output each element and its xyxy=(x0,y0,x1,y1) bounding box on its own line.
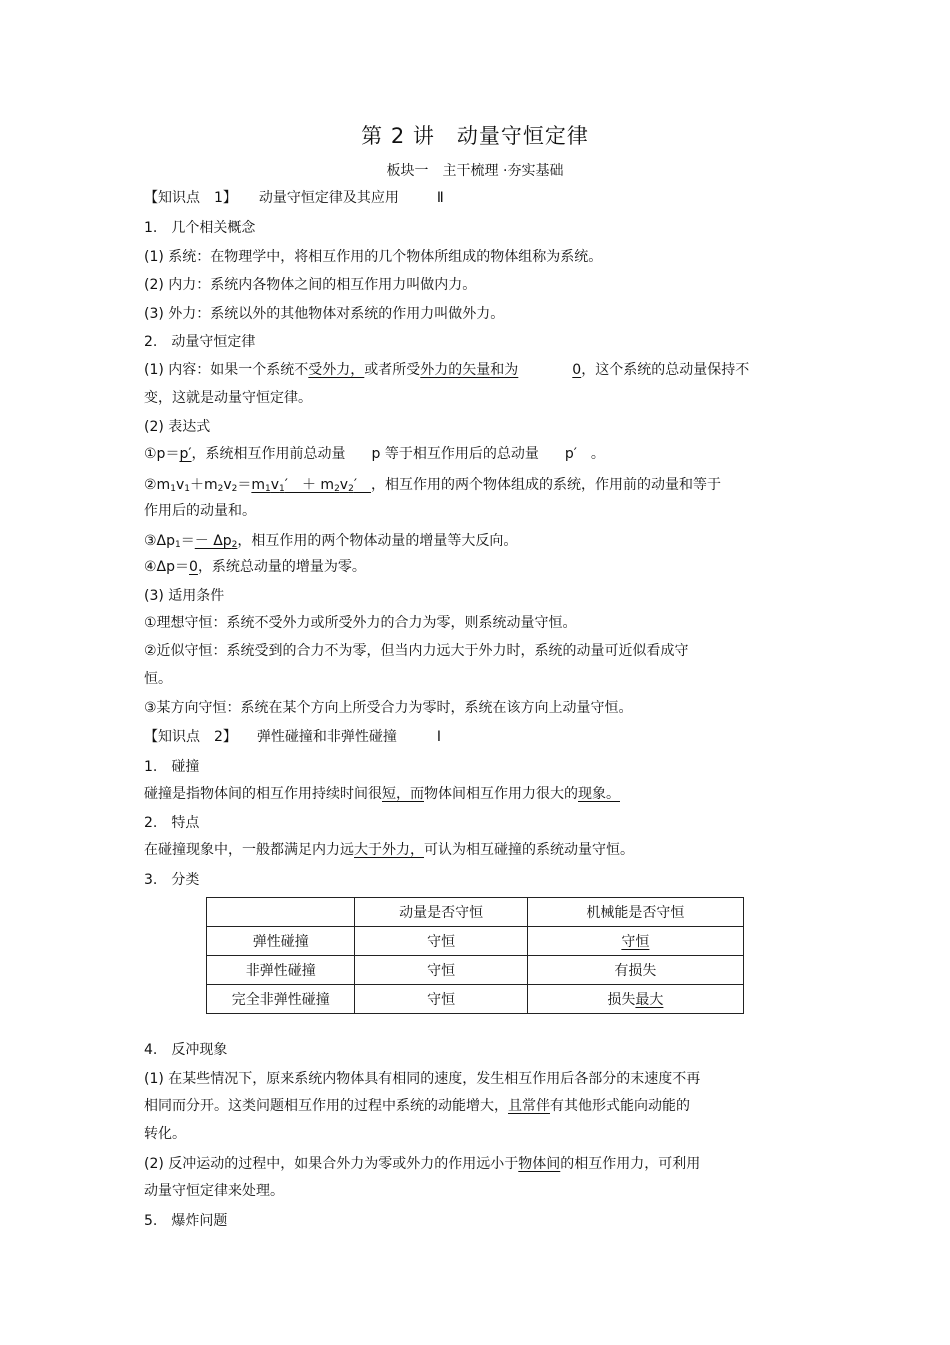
table-header-cell xyxy=(207,898,355,927)
fill-blank: 物体间 xyxy=(518,1156,561,1172)
recoil-p1-line-3: 转化。 xyxy=(144,1126,186,1142)
knowledge-point-1 xyxy=(144,189,444,207)
table-header-row xyxy=(207,898,744,927)
subscript: 1 xyxy=(170,484,176,494)
expr-fill-text: v xyxy=(339,477,349,493)
table-cell: 守恒 xyxy=(355,956,527,985)
expression-1 xyxy=(144,445,605,463)
expr-text: v xyxy=(223,477,232,493)
subscript: 2 xyxy=(231,484,238,494)
expr-text: ①p＝ xyxy=(144,446,180,462)
expression-4 xyxy=(144,558,366,576)
expr-fill-text: － Δp xyxy=(194,533,232,549)
table-cell: 守恒 xyxy=(355,927,527,956)
subscript: 1 xyxy=(279,484,285,494)
expr-text: ＝ xyxy=(180,533,195,549)
expr-text: p′ 。 xyxy=(564,446,605,462)
table-cell: 守恒 xyxy=(355,985,527,1014)
fill-blank: 最大 xyxy=(635,992,664,1008)
fill-blank: 且常伴 xyxy=(508,1098,550,1114)
law-fill-2: 外力的矢量和为 xyxy=(420,362,519,378)
body-text: 的相互作用力，可利用 xyxy=(560,1156,701,1172)
heading-concepts: 1. 几个相关概念 xyxy=(144,220,256,236)
law-content-line-1 xyxy=(144,361,749,379)
table-header-cell: 动量是否守恒 xyxy=(355,898,527,927)
expr-text: ③Δp xyxy=(144,533,176,549)
body-text: (2) 反冲运动的过程中，如果合外力为零或外力的作用远小于 xyxy=(144,1156,519,1172)
kp2-tag: 【知识点 2】 xyxy=(144,729,237,745)
body-text: 在碰撞现象中，一般都满足内力远 xyxy=(144,842,354,858)
page-title: 第 2 讲 动量守恒定律 xyxy=(361,124,589,148)
collision-classification-table xyxy=(206,897,744,1014)
kp1-level: Ⅱ xyxy=(436,190,444,206)
subscript: 2 xyxy=(348,484,354,494)
subscript: 2 xyxy=(231,540,238,550)
body-text: 物体间相互作用力很大的 xyxy=(424,786,578,802)
kp2-name: 弹性碰撞和非弹性碰撞 xyxy=(256,729,397,745)
expression-2-line-2: 作用后的动量和。 xyxy=(144,503,256,519)
fill-blank: 短，而 xyxy=(382,786,424,802)
body-text: 碰撞是指物体间的相互作用持续时间很 xyxy=(144,786,382,802)
expr-fill-text: ′ xyxy=(353,477,372,493)
subscript: 2 xyxy=(217,484,224,494)
law-text: (1) 内容：如果一个系统不 xyxy=(144,362,309,378)
expression-2-line-1 xyxy=(144,476,721,494)
table-cell xyxy=(527,927,743,956)
heading-features: 2. 特点 xyxy=(144,815,200,831)
section-subtitle: 板块一 主干梳理 ·夯实基础 xyxy=(386,163,564,179)
heading-conservation-law: 2. 动量守恒定律 xyxy=(144,334,256,350)
fill-blank: 大于外力， xyxy=(354,842,424,858)
table-header-cell: 机械能是否守恒 xyxy=(527,898,743,927)
law-text: ，这个系统的总动量保持不 xyxy=(581,362,750,378)
table-cell: 非弹性碰撞 xyxy=(207,956,355,985)
recoil-p1-line-1: (1) 在某些情况下，原来系统内物体具有相同的速度，发生相互作用后各部分的末速度不再 xyxy=(144,1071,701,1087)
collision-definition xyxy=(144,785,620,803)
heading-explosion: 5. 爆炸问题 xyxy=(144,1213,228,1229)
subscript: 1 xyxy=(175,540,181,550)
law-content-line-2: 变，这就是动量守恒定律。 xyxy=(144,390,312,406)
table-row xyxy=(207,985,744,1014)
def-external-force: (3) 外力：系统以外的其他物体对系统的作用力叫做外力。 xyxy=(144,306,505,322)
recoil-p1-line-2 xyxy=(144,1097,690,1115)
expr-text: ＋m xyxy=(189,477,218,493)
fill-blank: 现象。 xyxy=(578,786,620,802)
def-internal-force: (2) 内力：系统内各物体之间的相互作用力叫做内力。 xyxy=(144,277,477,293)
subscript: 2 xyxy=(334,484,340,494)
body-text: 有其他形式能向动能的 xyxy=(550,1098,690,1114)
table-row xyxy=(207,927,744,956)
expr-text: ，相互作用的两个物体动量的增量等大反向。 xyxy=(237,533,518,549)
fill-blank: 守恒 xyxy=(621,934,650,950)
cell-text: 损失 xyxy=(607,992,636,1008)
table-row xyxy=(207,956,744,985)
features-text xyxy=(144,841,634,859)
heading-classification: 3. 分类 xyxy=(144,872,200,888)
table-cell: 完全非弹性碰撞 xyxy=(207,985,355,1014)
expr-text: ，系统相互作用前总动量 xyxy=(191,446,346,462)
condition-ideal: ①理想守恒：系统不受外力或所受外力的合力为零，则系统动量守恒。 xyxy=(144,615,577,631)
expr-text: ＝ xyxy=(237,477,252,493)
def-system: (1) 系统：在物理学中，将相互作用的几个物体所组成的物体组称为系统。 xyxy=(144,249,603,265)
expr-text: v xyxy=(175,477,185,493)
heading-expressions: (2) 表达式 xyxy=(144,419,211,435)
table-cell xyxy=(527,985,743,1014)
kp2-level: Ⅰ xyxy=(436,729,442,745)
expression-3 xyxy=(144,532,517,550)
recoil-p2-line-1 xyxy=(144,1155,700,1173)
heading-conditions: (3) 适用条件 xyxy=(144,588,225,604)
law-text: 或者所受 xyxy=(364,362,421,378)
body-text: 相同而分开。这类问题相互作用的过程中系统的动能增大， xyxy=(144,1098,508,1114)
recoil-p2-line-2: 动量守恒定律来处理。 xyxy=(144,1183,284,1199)
cell-text: 有损失 xyxy=(614,963,657,979)
table-cell: 弹性碰撞 xyxy=(207,927,355,956)
subscript: 1 xyxy=(265,484,271,494)
condition-approx-line-2: 恒。 xyxy=(144,671,172,687)
heading-collision: 1. 碰撞 xyxy=(144,759,200,775)
expr-fill: p′ xyxy=(179,446,192,462)
expr-text: ，相互作用的两个物体组成的系统，作用前的动量和等于 xyxy=(371,477,722,493)
expr-fill-text: ′ ＋ m xyxy=(284,477,335,493)
body-text: 可认为相互碰撞的系统动量守恒。 xyxy=(424,842,634,858)
kp1-tag: 【知识点 1】 xyxy=(144,190,237,206)
expr-text: ④Δp＝ xyxy=(144,559,190,575)
heading-recoil: 4. 反冲现象 xyxy=(144,1042,228,1058)
condition-direction: ③某方向守恒：系统在某个方向上所受合力为零时，系统在该方向上动量守恒。 xyxy=(144,700,633,716)
expr-fill xyxy=(195,533,238,549)
expr-text: ②m xyxy=(144,477,171,493)
subscript: 1 xyxy=(184,484,190,494)
expr-fill xyxy=(251,477,371,493)
kp1-name: 动量守恒定律及其应用 xyxy=(258,190,399,206)
expr-text: ，系统总动量的增量为零。 xyxy=(197,559,366,575)
expr-fill-text: v xyxy=(270,477,280,493)
expr-fill-text: m xyxy=(251,477,266,493)
expr-fill: 0 xyxy=(189,559,198,575)
law-fill-1: 受外力， xyxy=(308,362,365,378)
knowledge-point-2 xyxy=(144,728,441,746)
table-cell xyxy=(527,956,743,985)
expr-text: p 等于相互作用后的总动量 xyxy=(371,446,539,462)
law-fill-3: 0 xyxy=(572,362,582,378)
condition-approx-line-1: ②近似守恒：系统受到的合力不为零，但当内力远大于外力时，系统的动量可近似看成守 xyxy=(144,643,689,659)
